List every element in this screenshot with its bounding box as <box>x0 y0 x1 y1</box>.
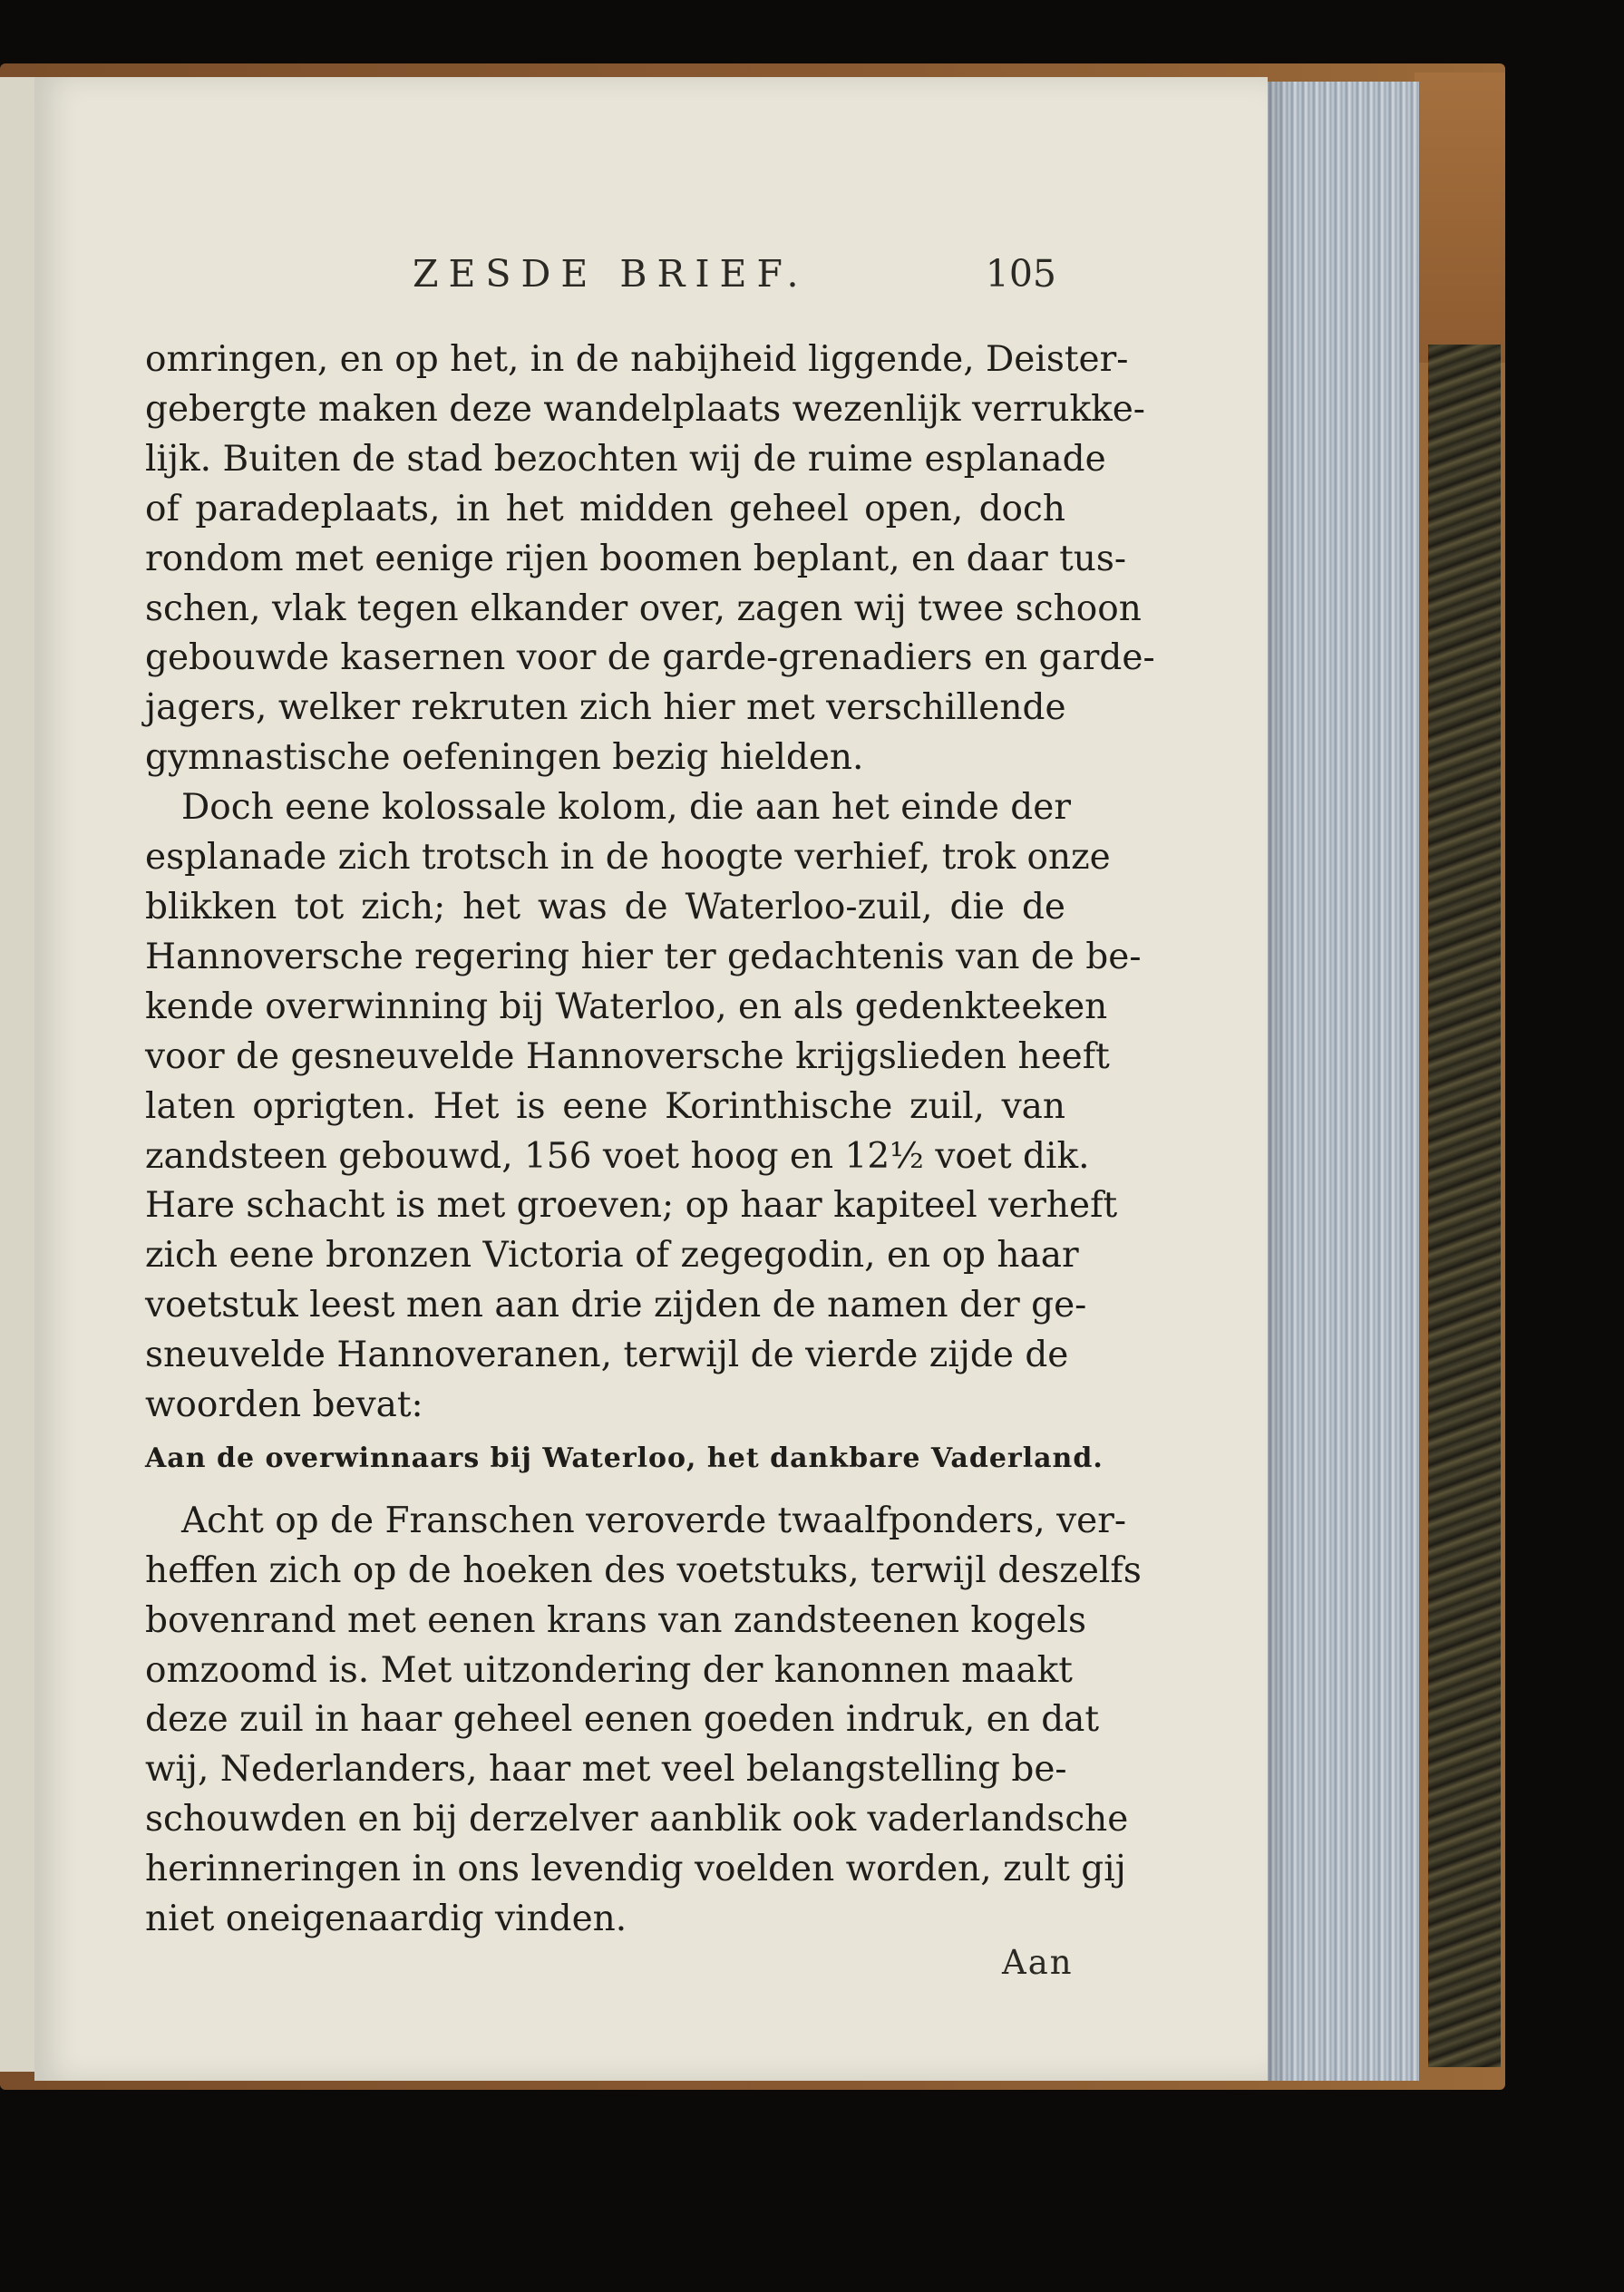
text-line: rondom met eenige rijen boomen beplant, en daar tus- <box>145 538 1127 579</box>
text-line: voetstuk leest men aan drie zijden de namen der ge- <box>145 1285 1087 1326</box>
facing-page-edge <box>0 77 36 2072</box>
text-line: deze zuil in haar geheel eenen goeden indruk, en dat <box>145 1699 1100 1741</box>
text-line: sneuvelde Hannoveranen, terwijl de vierde zijde de <box>145 1335 1069 1376</box>
text-line: Hannoversche regering hier ter gedachtenis van de be- <box>145 936 1142 977</box>
text-line: heffen zich op de hoeken des voetstuks, terwijl deszelfs <box>145 1549 1142 1591</box>
text-line: gebouwde kasernen voor de garde-grenadiers en garde- <box>145 637 1155 679</box>
paragraph-2 <box>145 783 1142 1431</box>
paragraph-1 <box>145 335 1155 783</box>
text-line: schouwden en bij derzelver aanblik ook vaderlandsche <box>145 1799 1129 1840</box>
text-line: omringen, en op het, in de nabijheid liggende, Deister- <box>145 339 1129 380</box>
text-line: jagers, welker rekruten zich hier met verschillende <box>145 687 1066 729</box>
text-line: schen, vlak tegen elkander over, zagen wij twee schoon <box>145 588 1142 629</box>
text-line: gebergte maken deze wandelplaats wezenlijk verrukke- <box>145 388 1145 430</box>
text-line: Doch eene kolossale kolom, die aan het einde der <box>181 787 1071 829</box>
text-line: Hare schacht is met groeven; op haar kapiteel verheft <box>145 1185 1118 1227</box>
cover-leather <box>1415 73 1505 363</box>
running-head: ZESDE BRIEF. <box>413 252 809 296</box>
text-line: zich eene bronzen Victoria of zegegodin, en op haar <box>145 1235 1079 1277</box>
fore-edge-shadow <box>1265 82 1292 2081</box>
text-line: niet oneigenaardig vinden. <box>145 1899 627 1940</box>
text-line: voor de gesneuvelde Hannoversche krijgslieden heeft <box>145 1035 1110 1077</box>
text-line: bovenrand met eenen krans van zandsteenen kogels <box>145 1599 1086 1641</box>
page-header <box>145 252 1065 306</box>
text-line: wij, Nederlanders, haar met veel belangstelling be- <box>145 1749 1067 1791</box>
inscription: Aan de overwinnaars bij Waterloo, het dankbare Vaderland. <box>145 1442 1104 1474</box>
marbled-board <box>1428 345 1501 2067</box>
page-number: 105 <box>985 252 1056 296</box>
text-line: of paradeplaats, in het midden geheel open, doch <box>145 488 1065 529</box>
text-line: lijk. Buiten de stad bezochten wij de ruime esplanade <box>145 438 1106 480</box>
text-line: laten oprigten. Het is eene Korinthische zuil, van <box>145 1085 1065 1127</box>
body-text <box>145 335 1155 1945</box>
text-line: esplanade zich trotsch in de hoogte verhief, trok onze <box>145 837 1111 879</box>
text-line: herinneringen in ons levendig voelden worden, zult gij <box>145 1849 1126 1890</box>
text-line: kende overwinning bij Waterloo, en als gedenkteeken <box>145 986 1108 1027</box>
catchword: Aan <box>1002 1943 1074 1982</box>
text-line: Acht op de Franschen veroverde twaalfponders, ver- <box>181 1500 1127 1541</box>
text-line: zandsteen gebouwd, 156 voet hoog en 12½ voet dik. <box>145 1135 1090 1177</box>
paragraph-3 <box>145 1497 1142 1945</box>
text-line: blikken tot zich; het was de Waterloo-zuil, die de <box>145 886 1065 927</box>
text-line: woorden bevat: <box>145 1384 423 1426</box>
text-line: omzoomd is. Met uitzondering der kanonnen maakt <box>145 1649 1073 1691</box>
text-line: gymnastische oefeningen bezig hielden. <box>145 737 864 779</box>
